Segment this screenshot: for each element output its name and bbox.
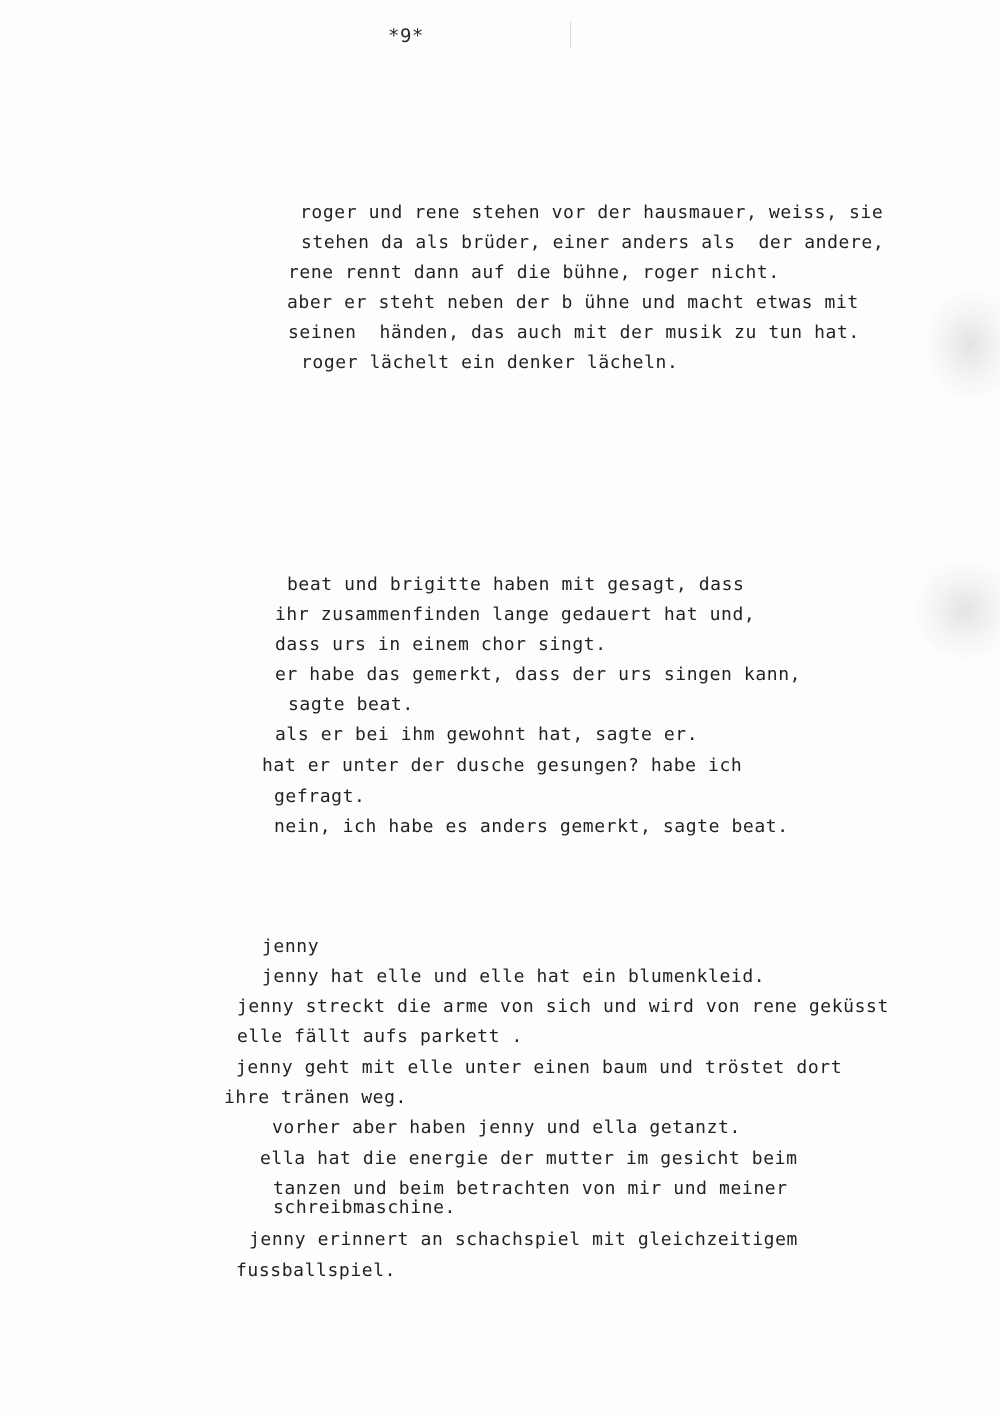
text-line: jenny hat elle und elle hat ein blumenkleid. [262,966,766,987]
text-line: er habe das gemerkt, dass der urs singen kann, [275,664,802,685]
text-line: gefragt. [274,786,366,807]
text-line: elle fällt aufs parkett . [237,1026,523,1047]
text-line: vorher aber haben jenny und ella getanzt. [272,1117,741,1138]
text-line: nein, ich habe es anders gemerkt, sagte beat. [274,816,789,837]
text-line: beat und brigitte haben mit gesagt, dass [287,574,745,595]
text-line: ella hat die energie der mutter im gesicht beim [260,1148,798,1169]
text-line: jenny [262,936,320,957]
text-line: schreibmaschine. [273,1197,456,1218]
text-line: rene rennt dann auf die bühne, roger nicht. [288,262,780,283]
text-line: fussballspiel. [236,1260,397,1281]
paper-smudge [915,560,1000,660]
paper-smudge [925,290,1000,400]
text-line: jenny erinnert an schachspiel mit gleichzeitigem [249,1229,798,1250]
text-line: hat er unter der dusche gesungen? habe ich [262,755,743,776]
pencil-mark [570,22,571,48]
text-line: ihr zusammenfinden lange gedauert hat und, [275,604,756,625]
text-line: tanzen und beim betrachten von mir und meiner [273,1178,788,1199]
page-number: *9* [388,25,424,47]
text-line: stehen da als brüder, einer anders als der andere, [301,232,885,253]
text-line: als er bei ihm gewohnt hat, sagte er. [275,724,699,745]
text-line: roger lächelt ein denker lächeln. [301,352,679,373]
text-line: ihre tränen weg. [224,1087,407,1108]
text-line: dass urs in einem chor singt. [275,634,607,655]
text-line: sagte beat. [288,694,414,715]
text-line: roger und rene stehen vor der hausmauer, weiss, sie [300,202,884,223]
text-line: aber er steht neben der b ühne und macht etwas mit [287,292,859,313]
text-line: seinen händen, das auch mit der musik zu tun hat. [288,322,860,343]
text-line: jenny geht mit elle unter einen baum und tröstet dort [236,1057,843,1078]
text-line: jenny streckt die arme von sich und wird von rene geküsst [237,996,889,1017]
